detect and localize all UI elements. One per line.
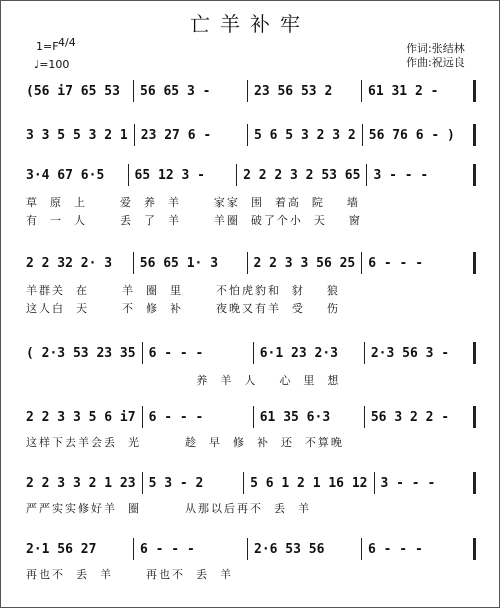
notation-line xyxy=(26,470,476,496)
measure: 6 - - - xyxy=(368,541,423,557)
barline xyxy=(247,124,248,146)
barline xyxy=(133,80,134,102)
measure: 5 6 1 2 1 16 12 xyxy=(250,475,368,491)
tempo-mark: ♩=100 xyxy=(34,58,70,71)
barline xyxy=(134,124,135,146)
measure: 2 2 2 3 2 53 65 xyxy=(243,167,361,183)
barline xyxy=(361,252,362,274)
measure: 56 76 6 - ) xyxy=(368,127,455,143)
notation-line xyxy=(26,536,476,562)
measure: 3·4 67 6·5 xyxy=(26,167,105,183)
measure: 61 31 2 - xyxy=(368,83,439,99)
measure: 61 35 6·3 xyxy=(259,409,331,425)
barline xyxy=(253,406,254,428)
barline xyxy=(364,342,365,364)
composer: 作曲:祝远良 xyxy=(406,56,465,69)
barline xyxy=(366,164,367,186)
song-title: 亡羊补牢 xyxy=(190,12,310,36)
lyric-line: 有 一 人 丢 了 羊 羊圈 破了个小 天 窗 xyxy=(26,214,362,227)
measure: 2·6 53 56 xyxy=(254,541,325,557)
barline xyxy=(362,124,363,146)
notation-line xyxy=(26,162,476,188)
barline xyxy=(253,342,254,364)
barline xyxy=(243,472,244,494)
measure: 2 2 3 3 5 6 i7 xyxy=(26,409,136,425)
lyric-line: 草 原 上 爱 养 羊 家家 围 着高 院 墙 xyxy=(26,196,360,209)
barline xyxy=(133,252,134,274)
barline xyxy=(128,164,129,186)
measure: 23 56 53 2 xyxy=(254,83,333,99)
barline xyxy=(473,252,476,274)
barline xyxy=(473,406,476,428)
lyric-line: 羊群关 在 羊 圈 里 不怕虎豹和 豺 狼 xyxy=(26,284,340,297)
barline xyxy=(142,406,143,428)
measure: 56 3 2 2 - xyxy=(370,409,450,425)
measure: 3 3 5 5 3 2 1 xyxy=(26,127,128,143)
lyric-line: 严严实实修好羊 圈 从那以后再不 丢 羊 xyxy=(26,502,311,515)
lyric-line: 养 羊 人 心 里 想 xyxy=(26,374,341,387)
measure: 6 - - - xyxy=(140,541,195,557)
barline xyxy=(361,80,362,102)
measure: 3 - - - xyxy=(373,167,429,183)
barline xyxy=(473,80,476,102)
measure: 56 65 1· 3 xyxy=(139,255,219,271)
barline xyxy=(473,164,476,186)
measure: (56 i7 65 53 xyxy=(26,83,120,99)
notation-line xyxy=(26,250,476,276)
lyric-line: 这样下去羊会丢 光 趁 早 修 补 还 不算晚 xyxy=(26,436,344,449)
notation-line xyxy=(26,340,476,366)
time-signature: 4/4 xyxy=(58,36,76,49)
measure: 5 3 - 2 xyxy=(148,475,204,491)
barline xyxy=(364,406,365,428)
measure: ( 2·3 53 23 35 xyxy=(26,345,136,361)
barline xyxy=(247,538,248,560)
measure: 23 27 6 - xyxy=(140,127,212,143)
barline xyxy=(247,252,248,274)
measure: 2 2 3 3 2 1 23 xyxy=(26,475,136,491)
measure: 5 6 5 3 2 3 2 xyxy=(254,127,356,143)
barline xyxy=(473,538,476,560)
measure: 2·3 56 3 - xyxy=(370,345,450,361)
key-signature: 1=F xyxy=(36,40,59,53)
measure: 6·1 23 2·3 xyxy=(259,345,338,361)
measure: 6 - - - xyxy=(148,409,204,425)
notation-line xyxy=(26,78,476,104)
barline xyxy=(247,80,248,102)
barline xyxy=(361,538,362,560)
measure: 6 - - - xyxy=(148,345,204,361)
barline xyxy=(473,472,476,494)
barline xyxy=(374,472,375,494)
barline xyxy=(473,342,476,364)
measure: 2 2 32 2· 3 xyxy=(26,255,113,271)
measure: 3 - - - xyxy=(380,475,436,491)
barline xyxy=(236,164,237,186)
measure: 56 65 3 - xyxy=(140,83,211,99)
lyric-line: 这人白 天 不 修 补 夜晚又有羊 受 伤 xyxy=(26,302,340,315)
barline xyxy=(142,342,143,364)
measure: 6 - - - xyxy=(368,255,424,271)
notation-line xyxy=(26,122,476,148)
barline xyxy=(473,124,476,146)
measure: 2 2 3 3 56 25 xyxy=(253,255,356,271)
measure: 2·1 56 27 xyxy=(26,541,97,557)
measure: 65 12 3 - xyxy=(134,167,205,183)
barline xyxy=(133,538,134,560)
notation-line xyxy=(26,404,476,430)
barline xyxy=(142,472,143,494)
lyricist: 作词:张结林 xyxy=(406,42,465,55)
lyric-line: 再也不 丢 羊 再也不 丢 羊 xyxy=(26,568,233,581)
